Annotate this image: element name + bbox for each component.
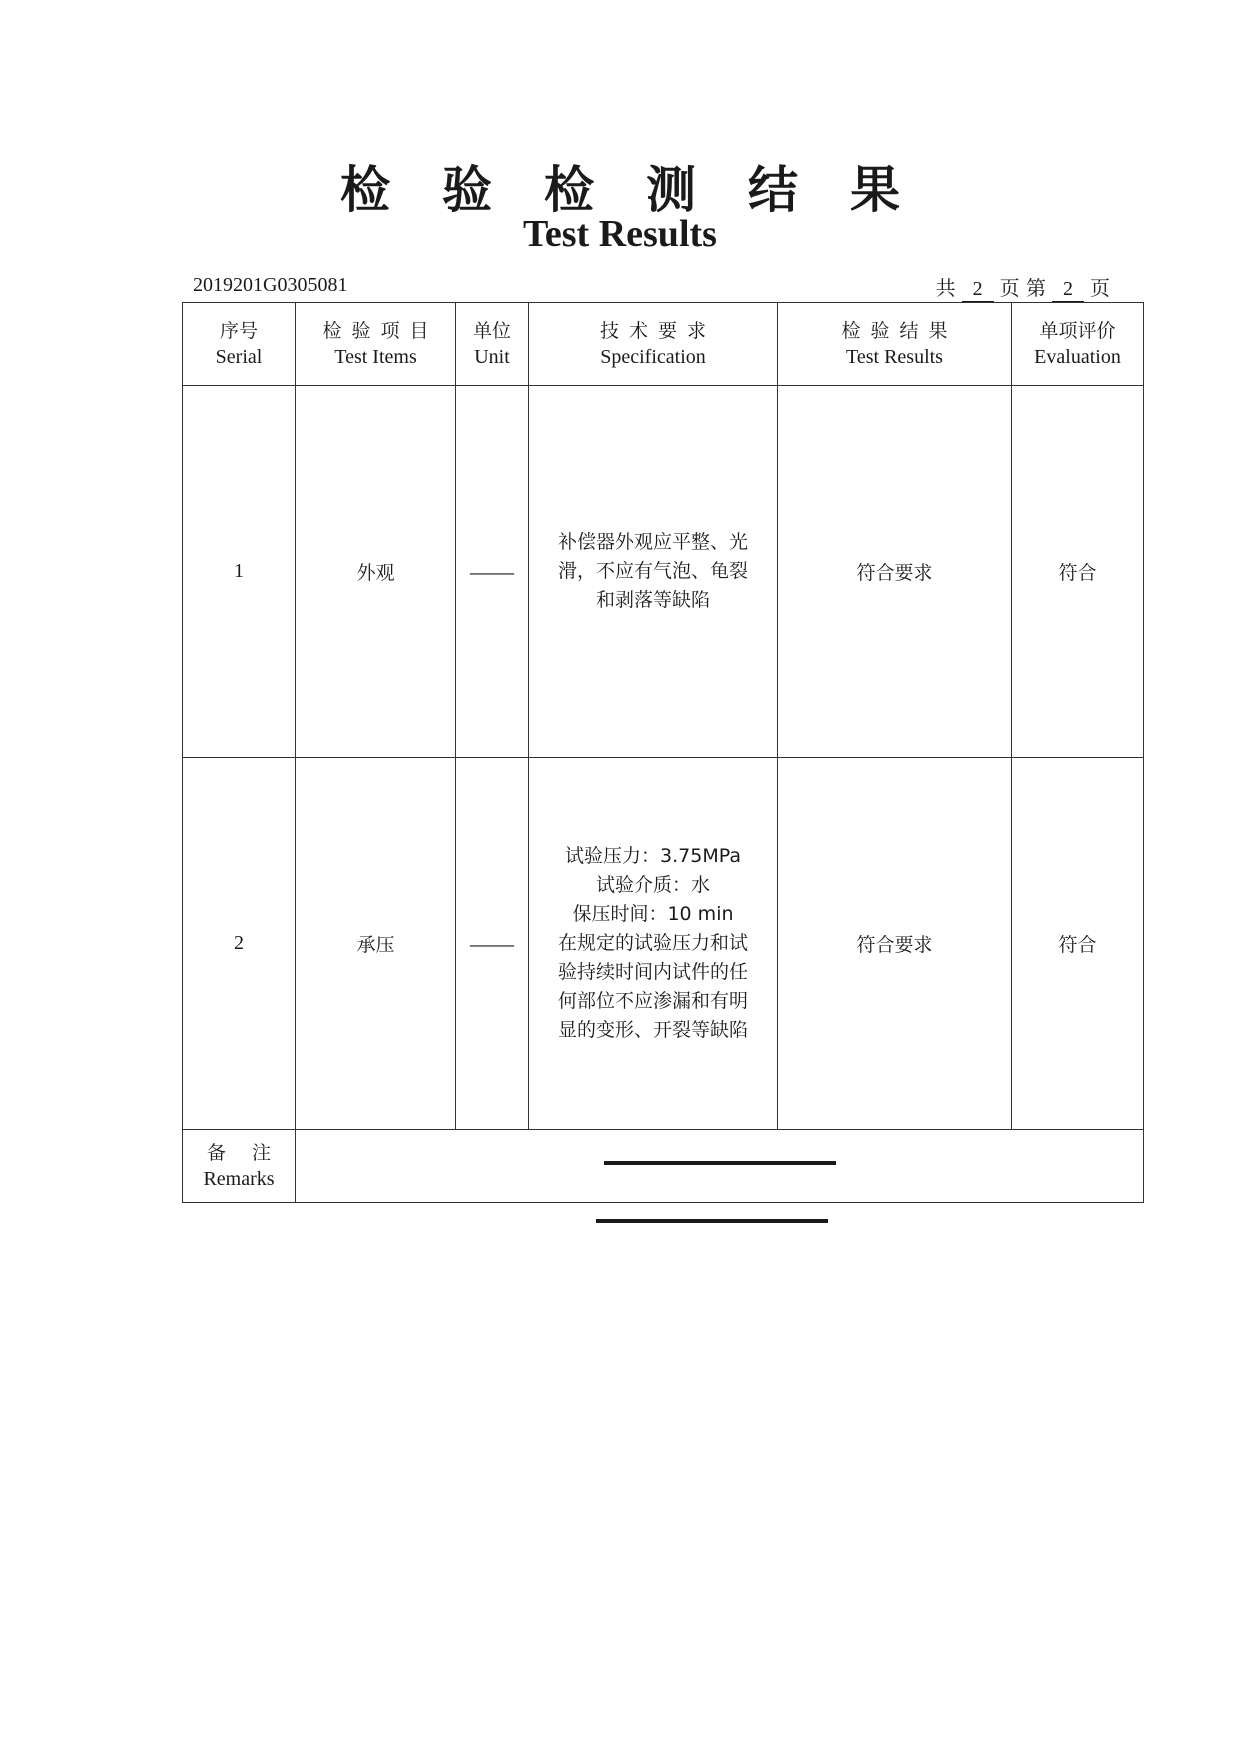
row-specification: 试验压力：3.75MPa 试验介质：水 保压时间：10 min 在规定的试验压力和试 验持续时间内试件的任 何部位不应渗漏和有明 显的变形、开裂等缺陷 (529, 758, 778, 1130)
row-test-result: 符合要求 (778, 386, 1012, 758)
row-specification: 补偿器外观应平整、光 滑，不应有气泡、龟裂 和剥落等缺陷 (529, 386, 778, 758)
row-test-item: 承压 (296, 758, 456, 1130)
remarks-row (183, 1130, 1144, 1203)
page-mid: 页 第 (999, 276, 1046, 300)
page-prefix: 共 (935, 276, 956, 300)
page-total: 2 (962, 278, 994, 302)
page-indicator (936, 272, 1110, 302)
table-row (183, 386, 1144, 758)
row-test-item: 外观 (296, 386, 456, 758)
row-unit: —— (456, 386, 529, 758)
header-test-items: 检验项目 Test Items (296, 303, 456, 386)
header-evaluation: 单项评价 Evaluation (1012, 303, 1144, 386)
header-serial: 序号 Serial (183, 303, 296, 386)
end-of-report-line (596, 1219, 828, 1223)
page-current: 2 (1052, 278, 1084, 302)
results-table (182, 302, 1144, 1203)
remarks-blank-line (604, 1161, 836, 1165)
row-serial: 2 (183, 758, 296, 1130)
row-test-result: 符合要求 (778, 758, 1012, 1130)
remarks-content (296, 1130, 1144, 1203)
report-number: 2019201G0305081 (193, 274, 348, 296)
header-specification: 技术要求 Specification (529, 303, 778, 386)
page-suffix: 页 (1090, 276, 1110, 300)
row-evaluation: 符合 (1012, 758, 1144, 1130)
row-unit: —— (456, 758, 529, 1130)
header-unit: 单位 Unit (456, 303, 529, 386)
row-evaluation: 符合 (1012, 386, 1144, 758)
table-row (183, 758, 1144, 1130)
row-serial: 1 (183, 386, 296, 758)
remarks-label: 备 注 Remarks (183, 1130, 296, 1203)
header-row (183, 303, 1144, 386)
page-title-en: Test Results (523, 213, 717, 255)
header-test-results: 检验结果 Test Results (778, 303, 1012, 386)
page-title-cn: 检验检测结果 (340, 161, 952, 219)
